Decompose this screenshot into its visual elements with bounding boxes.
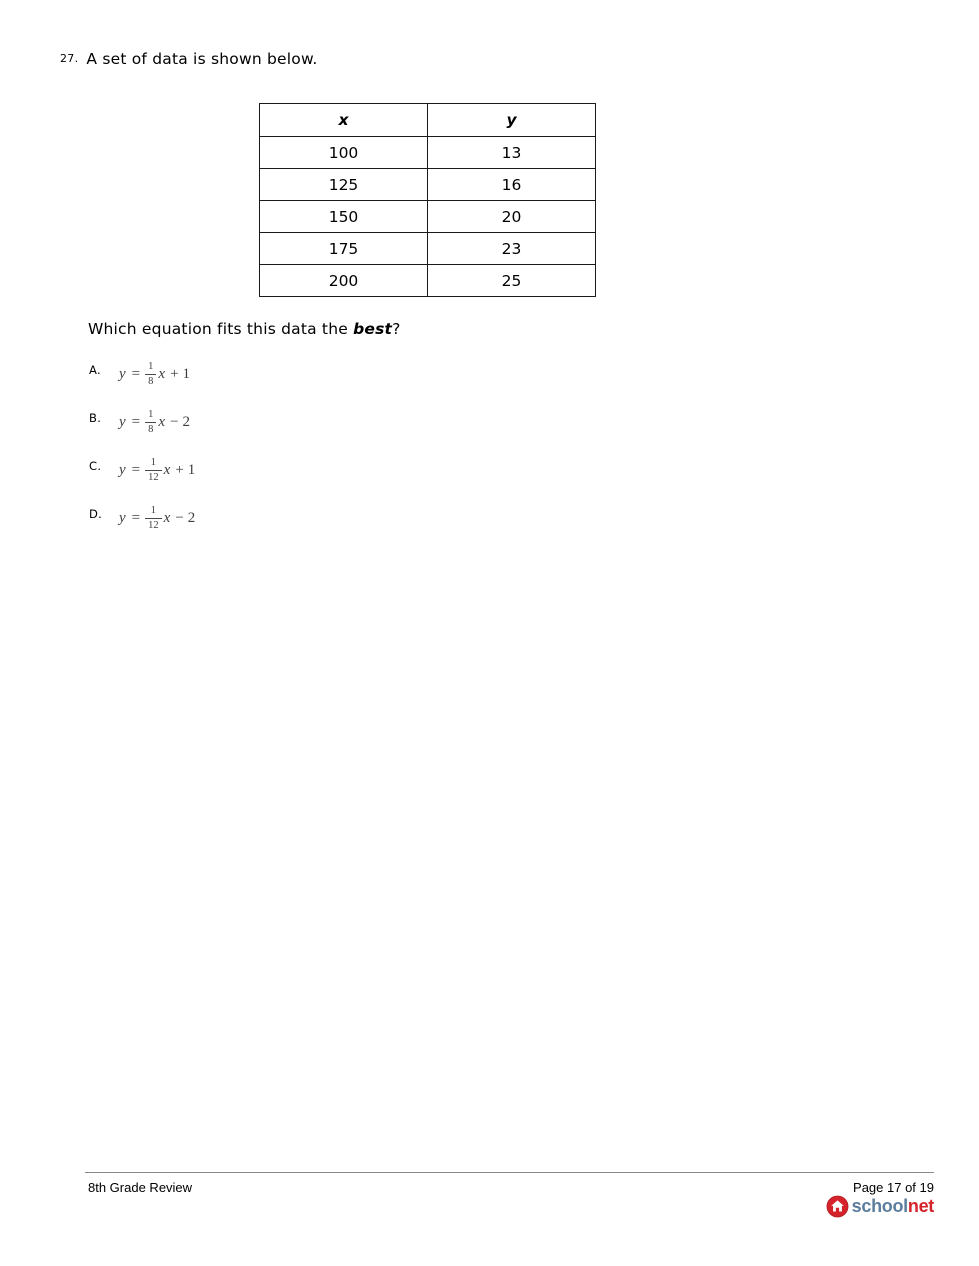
- brand-text-net: net: [907, 1196, 934, 1216]
- choice-equation: [118, 456, 195, 483]
- equation-variable: x: [163, 461, 171, 478]
- choice-equation: [118, 408, 190, 435]
- fraction-denominator: 12: [145, 518, 162, 532]
- answer-choice-b: [89, 408, 195, 456]
- equation-constant: 1: [182, 365, 191, 382]
- table-cell: 13: [428, 137, 596, 169]
- fraction-numerator: 1: [150, 505, 157, 516]
- footer-page-indicator: Page 17 of 19: [853, 1180, 934, 1195]
- equation-operator: −: [175, 509, 184, 526]
- choice-label: D.: [89, 507, 103, 521]
- equation-variable: x: [163, 509, 171, 526]
- table-cell: 200: [260, 265, 428, 297]
- question-header: [60, 50, 318, 68]
- equation-variable: x: [158, 413, 166, 430]
- fraction: [145, 457, 162, 483]
- equation-variable: x: [158, 365, 166, 382]
- fraction: [145, 409, 156, 435]
- equation-lhs: y: [119, 365, 126, 382]
- fraction-numerator: 1: [150, 457, 157, 468]
- question-prompt: [88, 320, 401, 338]
- table-header-row: [260, 104, 596, 137]
- equation-constant: 1: [187, 461, 196, 478]
- choice-label: B.: [89, 411, 102, 425]
- house-icon: [826, 1195, 849, 1218]
- choice-label: C.: [89, 459, 102, 473]
- fraction-denominator: 12: [145, 470, 162, 484]
- schoolnet-wordmark: [852, 1196, 934, 1217]
- table-cell: 175: [260, 233, 428, 265]
- equation-lhs: y: [119, 413, 126, 430]
- equation-constant: 2: [187, 509, 196, 526]
- choice-equation: [118, 360, 190, 387]
- table-cell: 125: [260, 169, 428, 201]
- column-header-x: x: [260, 104, 428, 137]
- question-number: 27.: [60, 52, 79, 65]
- prompt-emphasis: best: [353, 320, 393, 338]
- fraction-denominator: 8: [145, 374, 156, 388]
- equals-sign: =: [131, 413, 141, 430]
- prompt-suffix: ?: [392, 320, 401, 338]
- table-row: [260, 137, 596, 169]
- equation-lhs: y: [119, 461, 126, 478]
- table-row: [260, 233, 596, 265]
- brand-text-school: school: [851, 1196, 908, 1216]
- equals-sign: =: [131, 461, 141, 478]
- question-intro-text: A set of data is shown below.: [86, 50, 318, 68]
- footer-document-title: 8th Grade Review: [88, 1180, 193, 1195]
- answer-choice-c: [89, 456, 195, 504]
- choice-label: A.: [89, 363, 101, 377]
- equation-operator: +: [170, 365, 179, 382]
- data-table: [259, 103, 596, 297]
- table-row: [260, 169, 596, 201]
- fraction-numerator: 1: [148, 361, 154, 372]
- equals-sign: =: [131, 365, 141, 382]
- answer-choice-a: [89, 360, 195, 408]
- fraction: [145, 505, 162, 531]
- answer-choice-d: [89, 504, 195, 552]
- prompt-prefix: Which equation fits this data the: [88, 320, 354, 338]
- answer-choices: [89, 360, 195, 552]
- schoolnet-logo: [826, 1195, 934, 1218]
- table-cell: 100: [260, 137, 428, 169]
- fraction-denominator: 8: [145, 422, 156, 436]
- equation-constant: 2: [182, 413, 191, 430]
- table-cell: 23: [428, 233, 596, 265]
- equation-operator: +: [175, 461, 184, 478]
- fraction-numerator: 1: [148, 409, 154, 420]
- table-row: [260, 265, 596, 297]
- table-row: [260, 201, 596, 233]
- choice-equation: [118, 504, 195, 531]
- column-header-y: y: [428, 104, 596, 137]
- footer-divider: [85, 1172, 934, 1173]
- fraction: [145, 361, 156, 387]
- equals-sign: =: [131, 509, 141, 526]
- table-cell: 25: [428, 265, 596, 297]
- equation-operator: −: [170, 413, 179, 430]
- table-cell: 16: [428, 169, 596, 201]
- table-cell: 20: [428, 201, 596, 233]
- equation-lhs: y: [119, 509, 126, 526]
- table-cell: 150: [260, 201, 428, 233]
